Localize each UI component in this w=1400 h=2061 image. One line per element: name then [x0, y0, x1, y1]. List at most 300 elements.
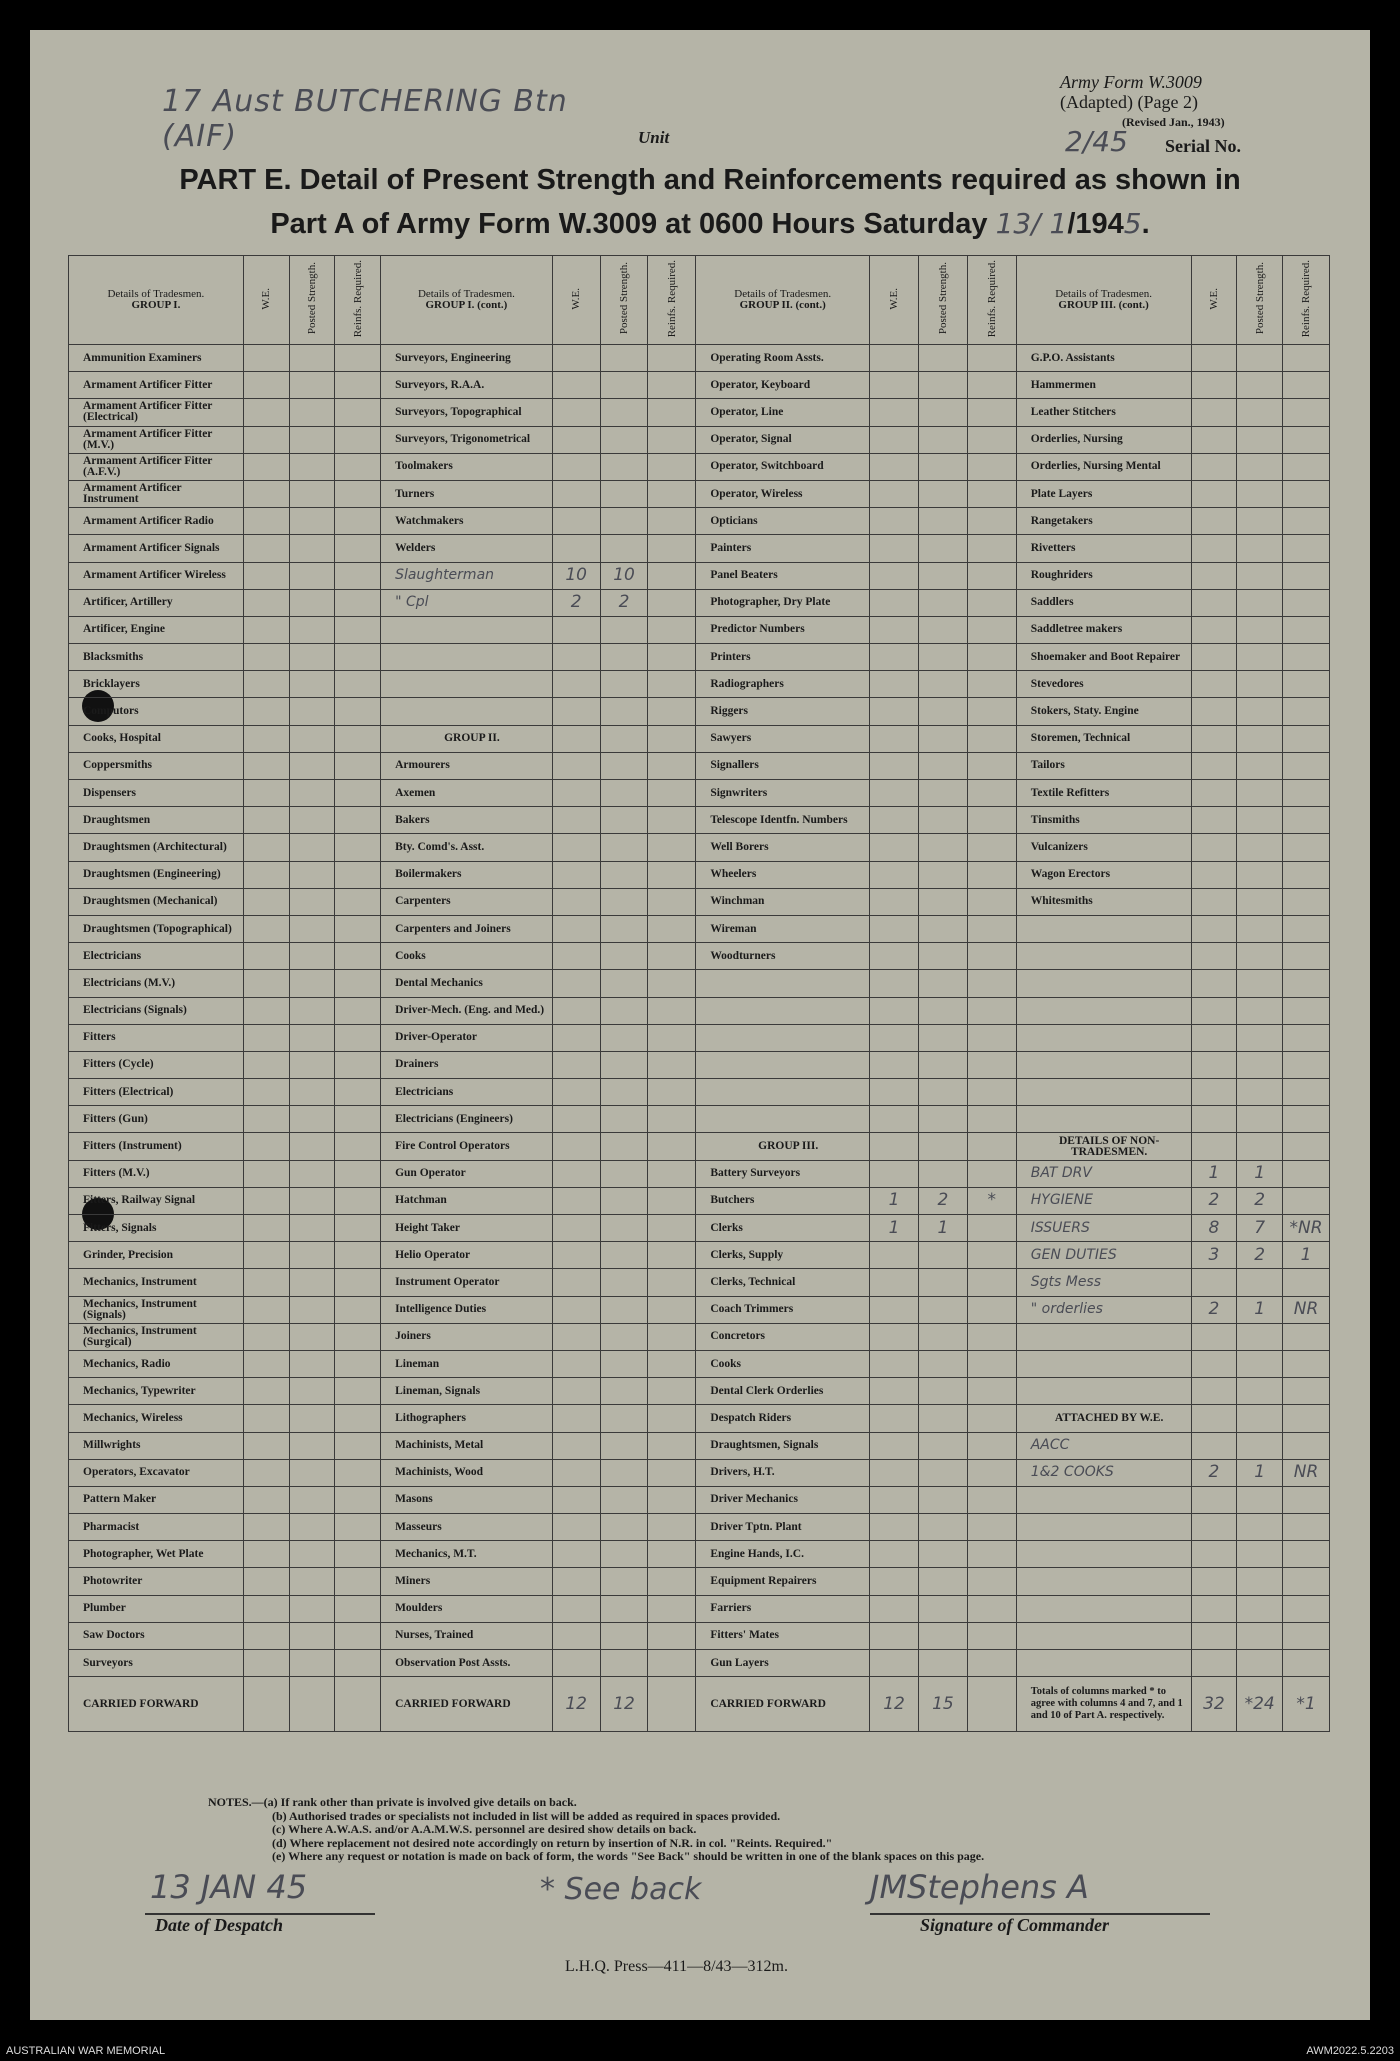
trade-label: " Cpl	[381, 589, 553, 616]
reinfs-cell	[648, 1595, 696, 1622]
posted-cell	[600, 1486, 648, 1513]
posted-cell	[289, 1459, 335, 1486]
reinfs-cell	[1283, 888, 1330, 915]
reinfs-cell	[967, 453, 1016, 480]
we-cell	[552, 1541, 600, 1568]
we-cell	[870, 1405, 919, 1432]
trade-label: Engine Hands, I.C.	[696, 1541, 870, 1568]
reinfs-cell	[648, 807, 696, 834]
posted-cell	[289, 1595, 335, 1622]
trade-label: Operator, Switchboard	[696, 453, 870, 480]
trade-label	[1016, 970, 1191, 997]
reinfs-cell	[967, 562, 1016, 589]
we-cell: 2	[1191, 1459, 1237, 1486]
we-cell	[243, 780, 289, 807]
we-cell	[243, 1079, 289, 1106]
trade-label: Operators, Excavator	[69, 1459, 244, 1486]
we-cell	[552, 1595, 600, 1622]
we-cell	[243, 480, 289, 507]
reinfs-cell	[967, 616, 1016, 643]
we-cell	[1191, 644, 1237, 671]
trade-label: Surveyors, R.A.A.	[381, 372, 553, 399]
trade-label: Despatch Riders	[696, 1405, 870, 1432]
trade-label: Carpenters and Joiners	[381, 915, 553, 942]
signature-handwritten: JMStephens A	[870, 1868, 1089, 1906]
trade-label: Welders	[381, 535, 553, 562]
reinfs-cell	[335, 752, 381, 779]
we-cell	[243, 1051, 289, 1078]
we-cell	[552, 1568, 600, 1595]
posted-cell	[1237, 888, 1283, 915]
note-e: (e) Where any request or notation is made on back of form, the words "See Back" should be written in one of the blank spaces on this page.	[272, 1849, 985, 1864]
trade-label: " orderlies	[1016, 1296, 1191, 1323]
reinfs-cell	[335, 807, 381, 834]
trade-label: Slaughterman	[381, 562, 553, 589]
trade-label: Armament Artificer Fitter (Electrical)	[69, 399, 244, 426]
we-cell	[243, 1269, 289, 1296]
reinfs-cell: NR	[1283, 1459, 1330, 1486]
trade-label: Fitters	[69, 1024, 244, 1051]
trade-label: Operator, Keyboard	[696, 372, 870, 399]
posted-cell	[1237, 1650, 1283, 1677]
we-cell	[870, 861, 919, 888]
trade-label: Mechanics, Instrument (Signals)	[69, 1296, 244, 1323]
posted-cell	[1237, 508, 1283, 535]
we-cell	[1191, 616, 1237, 643]
posted-cell	[600, 1133, 648, 1160]
reinfs-cell	[335, 1160, 381, 1187]
reinfs-cell: *NR	[1283, 1215, 1330, 1242]
posted-cell	[918, 834, 967, 861]
we-cell	[870, 780, 919, 807]
reinfs-cell	[648, 1514, 696, 1541]
posted-cell	[289, 562, 335, 589]
trade-label: Observation Post Assts.	[381, 1650, 553, 1677]
posted-cell	[918, 1024, 967, 1051]
we-cell	[243, 997, 289, 1024]
reinfs-cell	[1283, 480, 1330, 507]
reinfs-cell	[648, 943, 696, 970]
trade-label: Dental Mechanics	[381, 970, 553, 997]
trade-label: Surveyors	[69, 1650, 244, 1677]
reinfs-cell	[967, 888, 1016, 915]
archive-credit: AUSTRALIAN WAR MEMORIAL	[6, 2045, 166, 2057]
header-reinfs: Reinfs. Required.	[648, 256, 696, 345]
posted-cell	[600, 480, 648, 507]
table-row	[69, 1296, 1330, 1323]
trade-label: Riggers	[696, 698, 870, 725]
posted-cell	[918, 861, 967, 888]
we-cell	[243, 698, 289, 725]
trade-label: Leather Stitchers	[1016, 399, 1191, 426]
trade-label: Battery Surveyors	[696, 1160, 870, 1187]
form-line3: (Revised Jan., 1943)	[1122, 115, 1225, 129]
we-cell	[243, 943, 289, 970]
reinfs-cell	[648, 1215, 696, 1242]
we-cell	[870, 426, 919, 453]
trade-label: Textile Refitters	[1016, 780, 1191, 807]
we-cell	[243, 1350, 289, 1377]
reinfs-cell	[1283, 671, 1330, 698]
posted-cell	[289, 1215, 335, 1242]
trade-label	[696, 970, 870, 997]
posted-cell	[918, 1106, 967, 1133]
reinfs-cell	[1283, 1486, 1330, 1513]
reinfs-cell	[1283, 399, 1330, 426]
posted-cell	[600, 1541, 648, 1568]
we-cell	[1191, 807, 1237, 834]
table-row	[69, 725, 1330, 752]
we-cell	[243, 1595, 289, 1622]
we-cell	[1191, 888, 1237, 915]
we-cell	[552, 807, 600, 834]
we-cell	[552, 1486, 600, 1513]
we-cell	[243, 834, 289, 861]
trade-label: Instrument Operator	[381, 1269, 553, 1296]
we-cell	[243, 508, 289, 535]
reinfs-cell	[648, 589, 696, 616]
table-row	[69, 1051, 1330, 1078]
we-cell	[552, 1514, 600, 1541]
trade-label: Machinists, Metal	[381, 1432, 553, 1459]
trade-label: Helio Operator	[381, 1242, 553, 1269]
reinfs-cell	[335, 997, 381, 1024]
table-row	[69, 1568, 1330, 1595]
trade-label: Artificer, Engine	[69, 616, 244, 643]
posted-cell	[600, 752, 648, 779]
posted-cell: 2	[918, 1187, 967, 1214]
table-header-row	[69, 256, 1330, 345]
we-cell	[243, 589, 289, 616]
title-end: .	[1141, 208, 1150, 240]
reinfs-cell: *	[967, 1187, 1016, 1214]
we-cell	[1191, 399, 1237, 426]
we-cell	[870, 807, 919, 834]
reinfs-cell	[1283, 1378, 1330, 1405]
reinfs-cell	[1283, 453, 1330, 480]
posted-cell	[289, 1296, 335, 1323]
we-cell	[552, 834, 600, 861]
reinfs-cell	[335, 372, 381, 399]
we-cell	[870, 1269, 919, 1296]
posted-cell	[918, 780, 967, 807]
trade-label: Turners	[381, 480, 553, 507]
posted-cell	[600, 1079, 648, 1106]
we-cell	[870, 372, 919, 399]
header-we: W.E.	[870, 256, 919, 345]
posted-cell	[600, 1215, 648, 1242]
reinfs-cell	[1283, 1160, 1330, 1187]
posted-cell	[289, 807, 335, 834]
we-cell	[1191, 1650, 1237, 1677]
trade-label: Pharmacist	[69, 1514, 244, 1541]
we-cell	[870, 943, 919, 970]
we-cell	[243, 1486, 289, 1513]
trade-label: Concretors	[696, 1323, 870, 1350]
reinfs-cell	[648, 834, 696, 861]
reinfs-cell	[1283, 915, 1330, 942]
posted-cell	[600, 345, 648, 372]
trade-label: HYGIENE	[1016, 1187, 1191, 1214]
reinfs-cell	[335, 1215, 381, 1242]
trade-label: Shoemaker and Boot Repairer	[1016, 644, 1191, 671]
we-cell	[1191, 480, 1237, 507]
trade-label: Intelligence Duties	[381, 1296, 553, 1323]
trade-label: Cooks, Hospital	[69, 725, 244, 752]
we-cell	[1191, 861, 1237, 888]
we-cell	[1191, 1405, 1237, 1432]
posted-cell	[918, 915, 967, 942]
posted-cell	[600, 616, 648, 643]
posted-cell	[918, 752, 967, 779]
trade-label: Armament Artificer Radio	[69, 508, 244, 535]
we-cell	[243, 915, 289, 942]
we-cell	[870, 1622, 919, 1649]
reinfs-cell	[335, 1296, 381, 1323]
we-cell	[1191, 1622, 1237, 1649]
reinfs-cell	[967, 1051, 1016, 1078]
table-row	[69, 807, 1330, 834]
reinfs-cell	[648, 345, 696, 372]
reinfs-cell	[648, 997, 696, 1024]
we-cell	[552, 1350, 600, 1377]
we-cell	[552, 1650, 600, 1677]
reinfs-cell	[1283, 1079, 1330, 1106]
reinfs-cell	[335, 644, 381, 671]
reinfs-cell	[1283, 1133, 1330, 1160]
trade-label: Vulcanizers	[1016, 834, 1191, 861]
table-row	[69, 1133, 1330, 1160]
trade-label: Mechanics, Radio	[69, 1350, 244, 1377]
trade-label: Axemen	[381, 780, 553, 807]
posted-cell	[918, 508, 967, 535]
carried-forward-label: CARRIED FORWARD	[696, 1677, 870, 1732]
we-cell	[243, 671, 289, 698]
trade-label: Mechanics, Typewriter	[69, 1378, 244, 1405]
we-cell	[243, 399, 289, 426]
trade-label: Draughtsmen (Mechanical)	[69, 888, 244, 915]
we-cell	[243, 562, 289, 589]
we-cell	[243, 1187, 289, 1214]
trade-label: Masons	[381, 1486, 553, 1513]
we-cell	[552, 535, 600, 562]
posted-cell	[289, 997, 335, 1024]
posted-cell	[600, 1323, 648, 1350]
trade-label: Fitters (M.V.)	[69, 1160, 244, 1187]
reinfs-cell	[335, 698, 381, 725]
posted-cell	[289, 1269, 335, 1296]
reinfs-cell	[335, 480, 381, 507]
totals-reinfs: *1	[1283, 1677, 1330, 1732]
we-cell	[552, 1405, 600, 1432]
reinfs-cell	[1283, 1650, 1330, 1677]
table-row	[69, 535, 1330, 562]
trade-label: Rangetakers	[1016, 508, 1191, 535]
we-cell	[243, 1323, 289, 1350]
reinfs-cell	[1283, 1622, 1330, 1649]
table-row	[69, 372, 1330, 399]
reinfs-cell	[1283, 861, 1330, 888]
reinfs-cell	[967, 1568, 1016, 1595]
reinfs-cell	[648, 888, 696, 915]
posted-cell	[289, 1106, 335, 1133]
posted-cell	[1237, 453, 1283, 480]
posted-cell	[918, 453, 967, 480]
we-cell	[870, 535, 919, 562]
trade-label	[696, 1106, 870, 1133]
trade-label	[1016, 1486, 1191, 1513]
posted-cell	[918, 1269, 967, 1296]
we-cell	[243, 1106, 289, 1133]
posted-cell	[289, 426, 335, 453]
posted-cell	[1237, 589, 1283, 616]
trade-label	[1016, 1051, 1191, 1078]
we-cell	[1191, 1106, 1237, 1133]
reinfs-cell	[1283, 807, 1330, 834]
we-cell	[552, 1079, 600, 1106]
we-cell	[552, 1024, 600, 1051]
reinfs-cell	[967, 1432, 1016, 1459]
we-cell	[243, 970, 289, 997]
trade-label: Panel Beaters	[696, 562, 870, 589]
posted-cell	[1237, 1405, 1283, 1432]
table-row	[69, 1459, 1330, 1486]
we-cell	[243, 1160, 289, 1187]
header-reinfs: Reinfs. Required.	[335, 256, 381, 345]
trade-label: Photographer, Wet Plate	[69, 1541, 244, 1568]
table-row	[69, 1378, 1330, 1405]
reinfs-cell	[648, 1187, 696, 1214]
reinfs-cell	[1283, 1432, 1330, 1459]
reinfs-cell	[1283, 1323, 1330, 1350]
trade-label	[1016, 1323, 1191, 1350]
form-line1: Army Form W.3009	[1060, 72, 1202, 92]
we-cell	[1191, 997, 1237, 1024]
posted-cell	[1237, 1432, 1283, 1459]
we-cell	[1191, 1514, 1237, 1541]
reinfs-cell	[648, 671, 696, 698]
posted-cell	[289, 1622, 335, 1649]
trade-label: Draughtsmen (Engineering)	[69, 861, 244, 888]
trade-label: Saddlers	[1016, 589, 1191, 616]
posted-cell	[918, 399, 967, 426]
trade-label: Wireman	[696, 915, 870, 942]
posted-cell	[1237, 426, 1283, 453]
posted-cell	[600, 399, 648, 426]
we-cell	[552, 1296, 600, 1323]
we-cell	[1191, 453, 1237, 480]
trade-label: Artificer, Artillery	[69, 589, 244, 616]
trade-label: Bakers	[381, 807, 553, 834]
reinfs-cell	[1283, 616, 1330, 643]
posted-cell	[918, 1323, 967, 1350]
we-cell	[1191, 345, 1237, 372]
we-cell	[552, 1106, 600, 1133]
trade-label: AACC	[1016, 1432, 1191, 1459]
we-cell	[552, 1378, 600, 1405]
trade-label: Signwriters	[696, 780, 870, 807]
table-row	[69, 1160, 1330, 1187]
posted-cell	[918, 943, 967, 970]
table-row	[69, 1514, 1330, 1541]
trade-label: DETAILS OF NON-TRADESMEN.	[1016, 1133, 1191, 1160]
posted-cell	[600, 1514, 648, 1541]
we-cell	[1191, 508, 1237, 535]
reinfs-cell	[648, 1242, 696, 1269]
we-cell	[243, 1459, 289, 1486]
we-cell	[870, 480, 919, 507]
we-cell: 1	[870, 1215, 919, 1242]
reinfs-cell	[967, 1541, 1016, 1568]
reinfs-cell	[967, 997, 1016, 1024]
reinfs-cell	[335, 508, 381, 535]
posted-cell	[600, 780, 648, 807]
reinfs-cell	[648, 861, 696, 888]
trade-label: Orderlies, Nursing Mental	[1016, 453, 1191, 480]
trade-label: Gun Layers	[696, 1650, 870, 1677]
trade-label: Well Borers	[696, 834, 870, 861]
we-cell	[1191, 780, 1237, 807]
posted-cell	[1237, 861, 1283, 888]
trade-label: Surveyors, Engineering	[381, 345, 553, 372]
reinfs-cell	[648, 1323, 696, 1350]
header-reinfs: Reinfs. Required.	[1283, 256, 1330, 345]
we-cell	[870, 1514, 919, 1541]
header-posted: Posted Strength.	[918, 256, 967, 345]
we-cell	[870, 1323, 919, 1350]
table-row	[69, 834, 1330, 861]
posted-cell	[1237, 943, 1283, 970]
header-posted: Posted Strength.	[600, 256, 648, 345]
table-row	[69, 888, 1330, 915]
trade-label: Farriers	[696, 1595, 870, 1622]
posted-cell	[918, 1051, 967, 1078]
reinfs-cell	[335, 1079, 381, 1106]
reinfs-cell	[1283, 943, 1330, 970]
posted-cell	[1237, 997, 1283, 1024]
carried-posted: 12	[600, 1677, 648, 1732]
trade-label: Ammunition Examiners	[69, 345, 244, 372]
reinfs-cell	[335, 426, 381, 453]
posted-cell	[289, 1323, 335, 1350]
we-cell	[870, 616, 919, 643]
we-cell	[1191, 943, 1237, 970]
serial-handwritten: 2/45	[1065, 125, 1128, 158]
reinfs-cell	[335, 1541, 381, 1568]
reinfs-cell	[648, 1568, 696, 1595]
posted-cell	[1237, 970, 1283, 997]
trade-label: Surveyors, Trigonometrical	[381, 426, 553, 453]
posted-cell	[600, 1350, 648, 1377]
we-cell	[870, 1432, 919, 1459]
posted-cell	[600, 698, 648, 725]
posted-cell	[289, 752, 335, 779]
trade-label: Signallers	[696, 752, 870, 779]
trade-label: Sawyers	[696, 725, 870, 752]
reinfs-cell	[967, 780, 1016, 807]
reinfs-cell	[1283, 1106, 1330, 1133]
we-cell	[552, 480, 600, 507]
trade-label	[696, 1051, 870, 1078]
trade-label: Mechanics, Instrument	[69, 1269, 244, 1296]
trade-label: Driver-Operator	[381, 1024, 553, 1051]
trade-label: Armament Artificer Instrument	[69, 480, 244, 507]
table-row	[69, 1323, 1330, 1350]
posted-cell	[289, 1432, 335, 1459]
reinfs-cell	[1283, 997, 1330, 1024]
trade-label: Operator, Signal	[696, 426, 870, 453]
reinfs-cell	[335, 915, 381, 942]
